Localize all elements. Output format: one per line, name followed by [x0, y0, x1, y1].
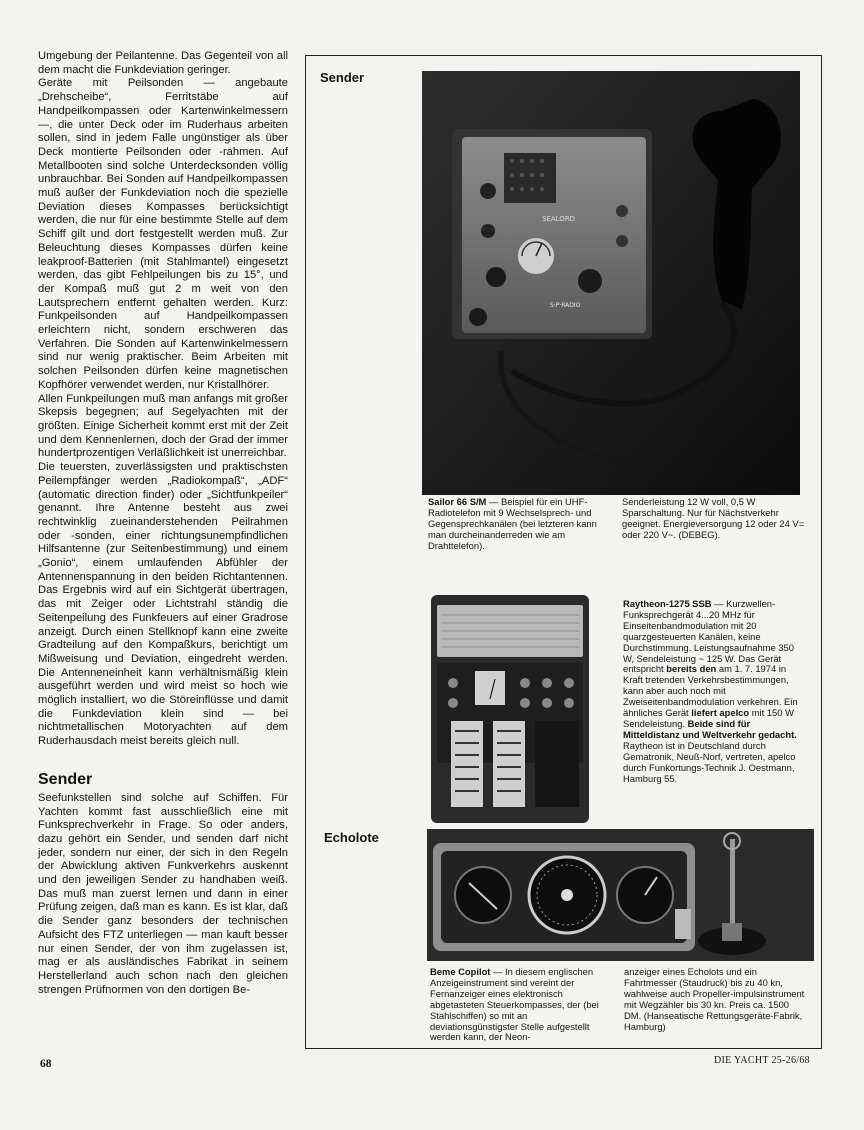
paragraph: Allen Funkpeilungen muß man anfangs mit großer Skepsis begegnen; auf Segelyachten mit der größten. Einige Sicherheit kommt erst mit der Zeit und dem Kennenlernen, doch der Grad der immer hundertprozentigen Verläßlichkeit ist unerreichbar.	[38, 392, 288, 460]
running-footer: DIE YACHT 25-26/68	[714, 1055, 810, 1066]
caption-raytheon-text: mit 150 W Sendeleistung.	[623, 707, 794, 729]
page-number: 68	[40, 1058, 52, 1070]
caption-raytheon-emphasis: bereits den	[666, 663, 717, 675]
left-column	[38, 50, 288, 997]
caption-beme-continued: anzeiger eines Echolots und ein Fahrtmesser (Staudruck) bis zu 40 kn, wahlweise auch Propeller-impulsinstrument mit Wegzähler bis 30 kn. Preis ca. 1500 DM. (Hanseatische Rettungsgeräte-Fabrik, Hamburg)	[624, 966, 805, 1032]
caption-sailor-continued: Senderleistung 12 W voll, 0,5 W Sparschaltung. Nur für Nächstverkehr geeignet. Energieversorgung 12 oder 24 V= oder 220 V~. (DEBEG).	[622, 496, 805, 540]
paragraph: Die teuersten, zuverlässigsten und praktischsten Peilempfänger werden „Radiokompaß“, „ADF“ (automatic direction finder) oder „Sichtfunkpeiler“ genannt. Ihre Antenne besteht aus zwei rechtwinklig zueinanderstehenden Peilrahmen oder -sonden, einer richtungsunempfindlichen Hilfsantenne (zur Seitenbestimmung) und einem „Gonio“, einem umlaufenden Abfühler der Antennenspannung in den beiden Richtantennen. Das Ergebnis wird auf ein Sichtgerät übertragen, das mit Zeiger oder Lichtstrahl ständig die Seitenpeilung des Funkfeuers auf einer Gradrose anzeigt. Durch einen Stellknopf kann eine zweite Gradteilung auf den Kompaßkurs, berichtigt um Mißweisung und Deviation, eingedreht werden. Die Antenneneinheit kann verhältnismäßig klein ausgeführt werden und wird meist so hoch wie möglich installiert, wo die Störeinflüsse und damit die Funkdeviation klein sind — bei nichtmetallischen Motoryachten auf dem Ruderhausdach meist bereits gleich null.	[38, 461, 288, 748]
caption-beme	[430, 967, 612, 1043]
figure-panel	[305, 55, 822, 1049]
caption-sailor-name: Sailor 66 S/M	[428, 496, 487, 507]
caption-raytheon	[623, 599, 806, 784]
caption-raytheon-emphasis: liefert apelco	[691, 707, 750, 719]
paragraph: Geräte mit Peilsonden — angebaute „Drehscheibe“, Ferritstäbe auf Handpeilkompassen oder Kartenwinkelmessern —, die unter Deck oder im Ruderhaus arbeiten sollen, sind in jedem Falle ungünstiger als über Deck montierte Peilsonden oder -rahmen. Auf Metallbooten sind solche Unterdecksonden völlig unbrauchbar. Bei Sonden auf Handpeilkompassen muß außer der Funkdeviation noch die spezielle Deviation dieses Kompasses berücksichtigt werden, die nur für eine bestimmte Stelle auf dem Schiff gilt und dort festgestellt werden muß. Zur Beleuchtung dieses Kompasses dürfen keine leakproof-Batterien (mit Stahlmantel) eingesetzt werden, das gibt Fehlpeilungen bis zu 15°, und der Kompaß muß gut 2 m weit von den Lautsprechern entfernt gehalten werden. Kurz: Funkpeilsonden auf Handpeilkompassen erleichtern nicht, sondern erschweren das Verfahren. Die Sonden auf Kartenwinkelmessern sind nur wenig praktischer. Beim Arbeiten mit solchen Peilsonden dürfen keine magnetischen Kopfhörer verwendet werden, nur Kristallhörer.	[38, 77, 288, 391]
panel-title-echolote: Echolote	[324, 830, 379, 845]
caption-raytheon-text: — Kurzwellen-Funksprechgerät 4...20 MHz für Einseitenbandmodulation mit 20 quarzgesteuerten Kanälen, keine Durchstimmung. Leistungsaufnahme 350 W, Sendeleistung ~ 125 W. Das Gerät entspricht	[623, 598, 794, 675]
sailor-brand-label: SEALORD	[542, 215, 576, 223]
photo-beme-copilot	[427, 829, 814, 961]
caption-sailor-text-a: — Beispiel für ein UHF-Radiotelefon mit 9 Wechselsprech- und Gegensprechkanälen (bei letzteren kann man durcheinanderreden wie am Drahttelefon).	[428, 496, 597, 551]
paragraphs-before	[38, 50, 288, 749]
caption-raytheon-name: Raytheon-1275 SSB	[623, 598, 712, 609]
paragraph: Umgebung der Peilantenne. Das Gegenteil von all dem macht die Funkdeviation geringer.	[38, 50, 288, 76]
caption-raytheon-text: Raytheon ist in Deutschland durch Gematronik, Neuß-Norf, vertreten, apelco durch Funkortungs-Technik J. Oestmann, Hamburg 55.	[623, 739, 796, 784]
caption-raytheon-text: am 1. 7. 1974 in Kraft tretenden Verkehrsbestimmungen, kann aber auch noch mit Zweiseitenbandmodulation verkehren. Ein ähnliches Gerät	[623, 663, 798, 719]
caption-sailor	[428, 497, 606, 552]
photo-raytheon-transceiver	[429, 591, 591, 826]
caption-beme-text-a: — In diesem englischen Anzeigeinstrument sind vereint der Fernanzeiger eines elektronisch abgetasteten Steuerkompasses, der (bei Stahlschiffen) so mit an deviationsgünstigster Stelle aufgestellt werden kann, der Neon-	[430, 966, 599, 1043]
panel-title-sender: Sender	[320, 70, 365, 85]
photo-sailor-radiotelephone	[422, 71, 800, 495]
caption-raytheon-emphasis: Beide sind für Mitteldistanz und Weltverkehr gedacht.	[623, 717, 797, 740]
section-heading: Sender	[38, 770, 93, 788]
sailor-maker-label: S·P·RADIO	[550, 302, 581, 309]
caption-beme-name: Beme Copilot	[430, 966, 491, 977]
paragraph: Seefunkstellen sind solche auf Schiffen. Für Yachten kommt fast ausschließlich eine mit Funksprechverkehr in Frage. So oder anders, dazu gehört ein Sender, und senden darf nicht jeder, sondern nur einer, der sich in den Regeln der Abwicklung aktiven Funkverkehrs auskennt und den jeweiligen Sender zu handhaben weiß. Das muß man zuerst lernen und dann in einer Prüfung zeigen, daß man es kann. Es ist klar, daß die Sender ganz besonders der technischen Aufsicht des FTZ unterliegen — man kauft besser nur einen Sender, der von ihm zugelassen ist, mag er als ausländisches Fabrikat in seinem Herstellerland auch schon nach den gleichen strengen Prüfnormen von den dortigen Be-	[38, 791, 288, 996]
